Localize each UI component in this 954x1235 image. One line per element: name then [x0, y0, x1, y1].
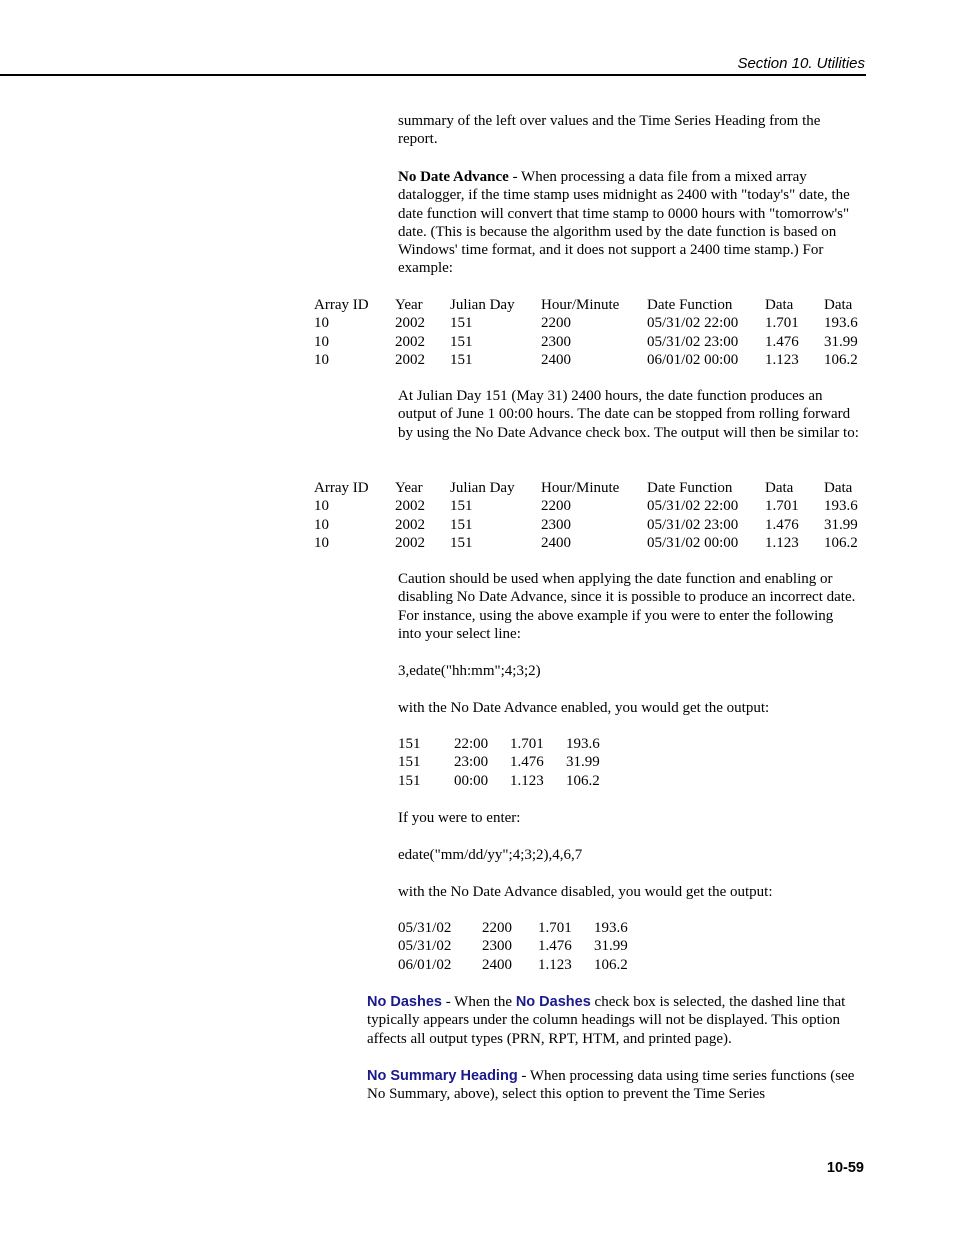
header-rule	[0, 74, 866, 76]
table-cell: 31.99	[824, 333, 858, 350]
column-header: Data	[765, 480, 794, 496]
table-cell: 10	[314, 516, 329, 533]
column-header: Date Function	[647, 480, 733, 496]
table-cell: 2300	[541, 516, 571, 533]
table-cell: 2002	[395, 535, 425, 552]
table-cell: 31.99	[824, 516, 858, 533]
paragraph-disabled-output: with the No Date Advance disabled, you would get the output:	[398, 884, 773, 900]
paragraph-julian-day: At Julian Day 151 (May 31) 2400 hours, the date function produces an output of June 1 00:00 hours. The date can be stopped from rolling forward by using the No Date Advance check box. The output will then be similar to:	[398, 388, 859, 441]
column-header: Data	[824, 480, 853, 496]
column-header: Hour/Minute	[541, 480, 620, 496]
select-line-example: 3,edate("hh:mm";4;3;2)	[398, 663, 541, 679]
column-header: Array ID	[314, 480, 369, 496]
table-cell: 1.701	[538, 920, 572, 936]
column-header: Year	[395, 480, 423, 496]
term-no-summary-heading: No Summary Heading	[367, 1068, 518, 1084]
table-cell: 2200	[541, 498, 571, 515]
select-line-example-2: edate("mm/dd/yy";4;3;2),4,6,7	[398, 847, 583, 863]
paragraph-no-date-advance	[398, 168, 860, 278]
table-cell: 10	[314, 352, 329, 369]
table-cell: 1.123	[765, 535, 799, 552]
table-cell: 1.476	[765, 333, 799, 350]
paragraph-no-dashes-body: check box is selected, the dashed line that typically appears under the column headings will not be displayed. This option affects all output types (PRN, RPT, HTM, and printed page).	[367, 994, 846, 1047]
table-cell: 193.6	[824, 498, 858, 515]
table-cell: 151	[398, 772, 421, 789]
column-header: Julian Day	[450, 480, 515, 496]
table-cell: 23:00	[454, 754, 489, 771]
table-cell: 151	[450, 315, 473, 332]
table-cell: 151	[450, 498, 473, 515]
paragraph-if-enter: If you were to enter:	[398, 810, 521, 826]
paragraph-no-summary-heading-body: - When processing data using time series functions (see No Summary, above), select this option to prevent the Time Series	[367, 1068, 855, 1103]
table-cell: 05/31/02 22:00	[647, 315, 739, 332]
table-cell: 2400	[482, 956, 512, 973]
table-cell: 2002	[395, 315, 425, 332]
table-cell: 2002	[395, 498, 425, 515]
section-header: Section 10. Utilities	[737, 55, 865, 72]
table-cell: 2300	[541, 333, 571, 350]
paragraph-no-dashes	[367, 993, 862, 1048]
table-cell: 151	[450, 352, 473, 369]
table-cell: 106.2	[566, 772, 600, 789]
table-cell: 106.2	[824, 535, 858, 552]
table-cell: 05/31/02 22:00	[647, 498, 739, 515]
column-header: Array ID	[314, 297, 369, 313]
table-cell: 00:00	[454, 772, 489, 789]
table-cell: 106.2	[824, 352, 858, 369]
table-cell: 31.99	[594, 938, 628, 955]
table-cell: 05/31/02 23:00	[647, 333, 739, 350]
table-cell: 151	[450, 516, 473, 533]
table-cell: 106.2	[594, 956, 628, 973]
table-cell: 1.701	[765, 315, 799, 332]
table-cell: 193.6	[594, 920, 628, 936]
table-cell: 05/31/02 23:00	[647, 516, 739, 533]
column-header: Hour/Minute	[541, 297, 620, 313]
table-cell: 05/31/02	[398, 938, 452, 955]
column-header: Data	[824, 297, 853, 313]
term-no-dashes-2: No Dashes	[515, 994, 591, 1010]
table-cell: 05/31/02 00:00	[647, 535, 739, 552]
table-cell: 151	[398, 736, 421, 752]
paragraph-enabled-output: with the No Date Advance enabled, you would get the output:	[398, 700, 770, 716]
column-header: Date Function	[647, 297, 733, 313]
page-number: 10-59	[826, 1160, 864, 1176]
column-header: Julian Day	[450, 297, 515, 313]
table-cell: 2200	[541, 315, 571, 332]
term-no-date-advance: No Date Advance	[398, 169, 509, 185]
table-cell: 1.701	[765, 498, 799, 515]
table-cell: 1.123	[538, 956, 572, 973]
term-no-dashes: No Dashes	[367, 994, 442, 1010]
table-cell: 1.476	[510, 754, 544, 771]
table-cell: 2400	[541, 535, 571, 552]
table-cell: 10	[314, 315, 329, 332]
table-cell: 2200	[482, 920, 512, 936]
table-cell: 2002	[395, 333, 425, 350]
table-cell: 2002	[395, 352, 425, 369]
table-cell: 10	[314, 498, 329, 515]
table-cell: 05/31/02	[398, 920, 452, 936]
paragraph-no-date-advance-body: - When processing a data file from a mixed array datalogger, if the time stamp uses midnight as 2400 with "today's" date, the date function will convert that time stamp to 0000 hours with "tomorrow's" date. (This is because the algorithm used by the date function is based on Windows' time format, and it does not support a 2400 time stamp.) For example:	[398, 169, 850, 277]
table-cell: 2300	[482, 938, 512, 955]
table-cell: 193.6	[824, 315, 858, 332]
table-cell: 1.123	[510, 772, 544, 789]
column-header: Year	[395, 297, 423, 313]
table-cell: 151	[450, 333, 473, 350]
paragraph-no-summary-heading	[367, 1067, 862, 1104]
table-cell: 1.123	[765, 352, 799, 369]
paragraph-summary: summary of the left over values and the Time Series Heading from the report.	[398, 113, 821, 148]
table-cell: 2002	[395, 516, 425, 533]
table-cell: 10	[314, 535, 329, 552]
table-cell: 06/01/02 00:00	[647, 352, 739, 369]
table-cell: 10	[314, 333, 329, 350]
table-cell: 193.6	[566, 736, 600, 752]
table-cell: 151	[398, 754, 421, 771]
paragraph-caution: Caution should be used when applying the date function and enabling or disabling No Date Advance, since it is possible to produce an incorrect date. For instance, using the above example if you were to enter the following into your select line:	[398, 571, 856, 642]
paragraph-no-dashes-mid: - When the	[441, 994, 516, 1010]
table-cell: 1.476	[765, 516, 799, 533]
table-cell: 1.701	[510, 736, 544, 752]
table-cell: 1.476	[538, 938, 572, 955]
column-header: Data	[765, 297, 794, 313]
table-cell: 31.99	[566, 754, 600, 771]
table-cell: 151	[450, 535, 473, 552]
table-cell: 22:00	[454, 736, 489, 752]
table-cell: 2400	[541, 352, 571, 369]
table-cell: 06/01/02	[398, 956, 452, 973]
